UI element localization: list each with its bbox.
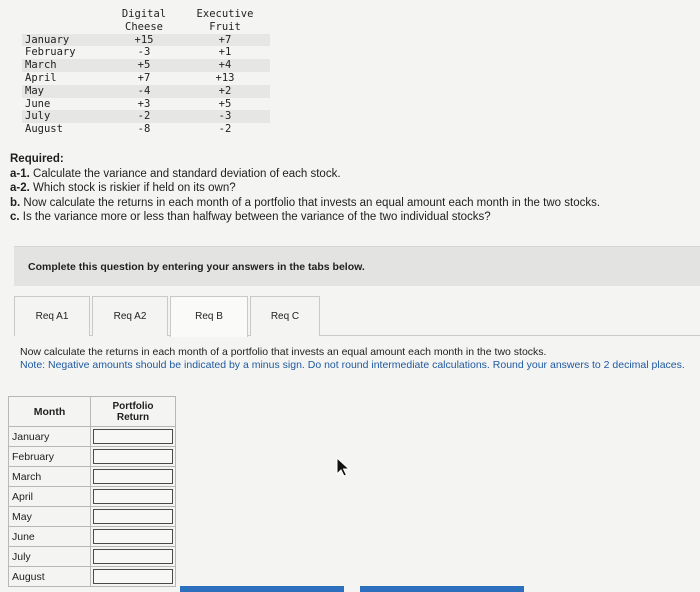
executive-fruit-value: +1 xyxy=(180,46,270,59)
panel-question: Now calculate the returns in each month of a portfolio that invests an equal amount each month in the two stocks. xyxy=(20,346,547,358)
month-cell: August xyxy=(22,123,108,136)
month-label: January xyxy=(9,427,91,447)
month-cell: February xyxy=(22,46,108,59)
table-row xyxy=(22,110,270,123)
portfolio-return-header-line1: Portfolio xyxy=(112,400,154,412)
panel-note: Note: Negative amounts should be indicated by a minus sign. Do not round intermediate calculations. Round your answers to 2 decimal places. xyxy=(20,358,685,371)
month-cell: March xyxy=(22,59,108,72)
digital-cheese-value: +7 xyxy=(108,72,180,85)
table-row xyxy=(22,85,270,98)
month-header-blank xyxy=(22,8,108,34)
executive-fruit-value: +7 xyxy=(180,34,270,47)
answer-cell xyxy=(91,467,176,487)
digital-cheese-value: +5 xyxy=(108,59,180,72)
table-row xyxy=(9,427,176,447)
executive-fruit-value: +2 xyxy=(180,85,270,98)
answer-cell xyxy=(91,507,176,527)
executive-fruit-value: -2 xyxy=(180,123,270,136)
tab-req-a2[interactable]: Req A2 xyxy=(92,296,168,336)
month-label: July xyxy=(9,547,91,567)
question-c-text: Is the variance more or less than halfway between the variance of the two individual stocks? xyxy=(19,211,491,223)
table-row xyxy=(9,527,176,547)
portfolio-return-input-march[interactable] xyxy=(93,469,173,484)
month-label: June xyxy=(9,527,91,547)
portfolio-return-column-header xyxy=(91,397,176,427)
table-row xyxy=(9,447,176,467)
answer-cell xyxy=(91,527,176,547)
question-a1-label: a-1. xyxy=(10,167,30,180)
month-cell: June xyxy=(22,98,108,111)
question-panel xyxy=(20,346,700,371)
month-label: February xyxy=(9,447,91,467)
executive-fruit-header xyxy=(180,8,270,34)
executive-fruit-header-line1: Executive xyxy=(196,8,254,20)
executive-fruit-value: +4 xyxy=(180,59,270,72)
month-cell: April xyxy=(22,72,108,85)
requirement-tabs xyxy=(14,296,700,336)
portfolio-return-input-august[interactable] xyxy=(93,569,173,584)
executive-fruit-value: +5 xyxy=(180,98,270,111)
tab-req-c[interactable]: Req C xyxy=(250,296,320,336)
table-row xyxy=(22,123,270,136)
previous-nav-button[interactable] xyxy=(180,586,344,592)
tab-req-b[interactable]: Req B xyxy=(170,296,248,337)
question-a1-text: Calculate the variance and standard deviation of each stock. xyxy=(29,167,341,180)
question-c-label: c. xyxy=(10,211,20,223)
question-c xyxy=(10,210,694,225)
month-label: March xyxy=(9,467,91,487)
month-label: August xyxy=(9,567,91,587)
digital-cheese-value: +3 xyxy=(108,98,180,111)
portfolio-return-input-february[interactable] xyxy=(93,449,173,464)
answer-cell xyxy=(91,427,176,447)
table-row xyxy=(22,59,270,72)
question-b-label: b. xyxy=(10,196,21,209)
answer-cell xyxy=(91,447,176,467)
mouse-pointer-icon xyxy=(331,455,353,477)
answer-cell xyxy=(91,547,176,567)
digital-cheese-header-line1: Digital xyxy=(121,8,167,20)
portfolio-return-input-april[interactable] xyxy=(93,489,173,504)
instructions-bar: Complete this question by entering your answers in the tabs below. xyxy=(14,246,700,286)
month-column-header: Month xyxy=(9,397,91,427)
table-row xyxy=(9,467,176,487)
month-cell: May xyxy=(22,85,108,98)
next-nav-button[interactable] xyxy=(360,586,524,592)
digital-cheese-value: +15 xyxy=(108,34,180,47)
month-cell: July xyxy=(22,110,108,123)
required-section xyxy=(10,152,694,225)
month-label: April xyxy=(9,487,91,507)
question-b xyxy=(10,196,694,211)
table-row xyxy=(9,547,176,567)
executive-fruit-value: -3 xyxy=(180,110,270,123)
table-row xyxy=(9,567,176,587)
digital-cheese-value: -4 xyxy=(108,85,180,98)
table-row xyxy=(9,487,176,507)
answer-cell xyxy=(91,487,176,507)
month-cell: January xyxy=(22,34,108,47)
portfolio-return-input-june[interactable] xyxy=(93,529,173,544)
question-b-text: Now calculate the returns in each month of a portfolio that invests an equal amount each month in the two stocks. xyxy=(20,196,601,209)
portfolio-return-input-july[interactable] xyxy=(93,549,173,564)
stock-returns-table xyxy=(22,8,270,136)
table-row xyxy=(22,46,270,59)
question-a2 xyxy=(10,181,694,196)
question-a1 xyxy=(10,167,694,182)
portfolio-return-input-may[interactable] xyxy=(93,509,173,524)
portfolio-return-input-january[interactable] xyxy=(93,429,173,444)
stock-table-header-row xyxy=(22,8,270,34)
digital-cheese-value: -3 xyxy=(108,46,180,59)
question-a2-label: a-2. xyxy=(10,182,30,194)
table-row xyxy=(22,72,270,85)
table-row xyxy=(22,34,270,47)
month-label: May xyxy=(9,507,91,527)
required-title: Required: xyxy=(10,153,64,165)
digital-cheese-header xyxy=(108,8,180,34)
digital-cheese-value: -8 xyxy=(108,123,180,136)
table-row xyxy=(22,98,270,111)
executive-fruit-header-line2: Fruit xyxy=(209,20,241,33)
digital-cheese-header-line2: Cheese xyxy=(125,20,163,33)
answer-cell xyxy=(91,567,176,587)
portfolio-return-table xyxy=(8,396,176,587)
question-a2-text: Which stock is riskier if held on its own? xyxy=(29,182,236,194)
portfolio-return-header-line2: Return xyxy=(116,411,150,423)
answer-table-header-row xyxy=(9,397,176,427)
table-row xyxy=(9,507,176,527)
digital-cheese-value: -2 xyxy=(108,110,180,123)
executive-fruit-value: +13 xyxy=(180,72,270,85)
tab-req-a1[interactable]: Req A1 xyxy=(14,296,90,336)
